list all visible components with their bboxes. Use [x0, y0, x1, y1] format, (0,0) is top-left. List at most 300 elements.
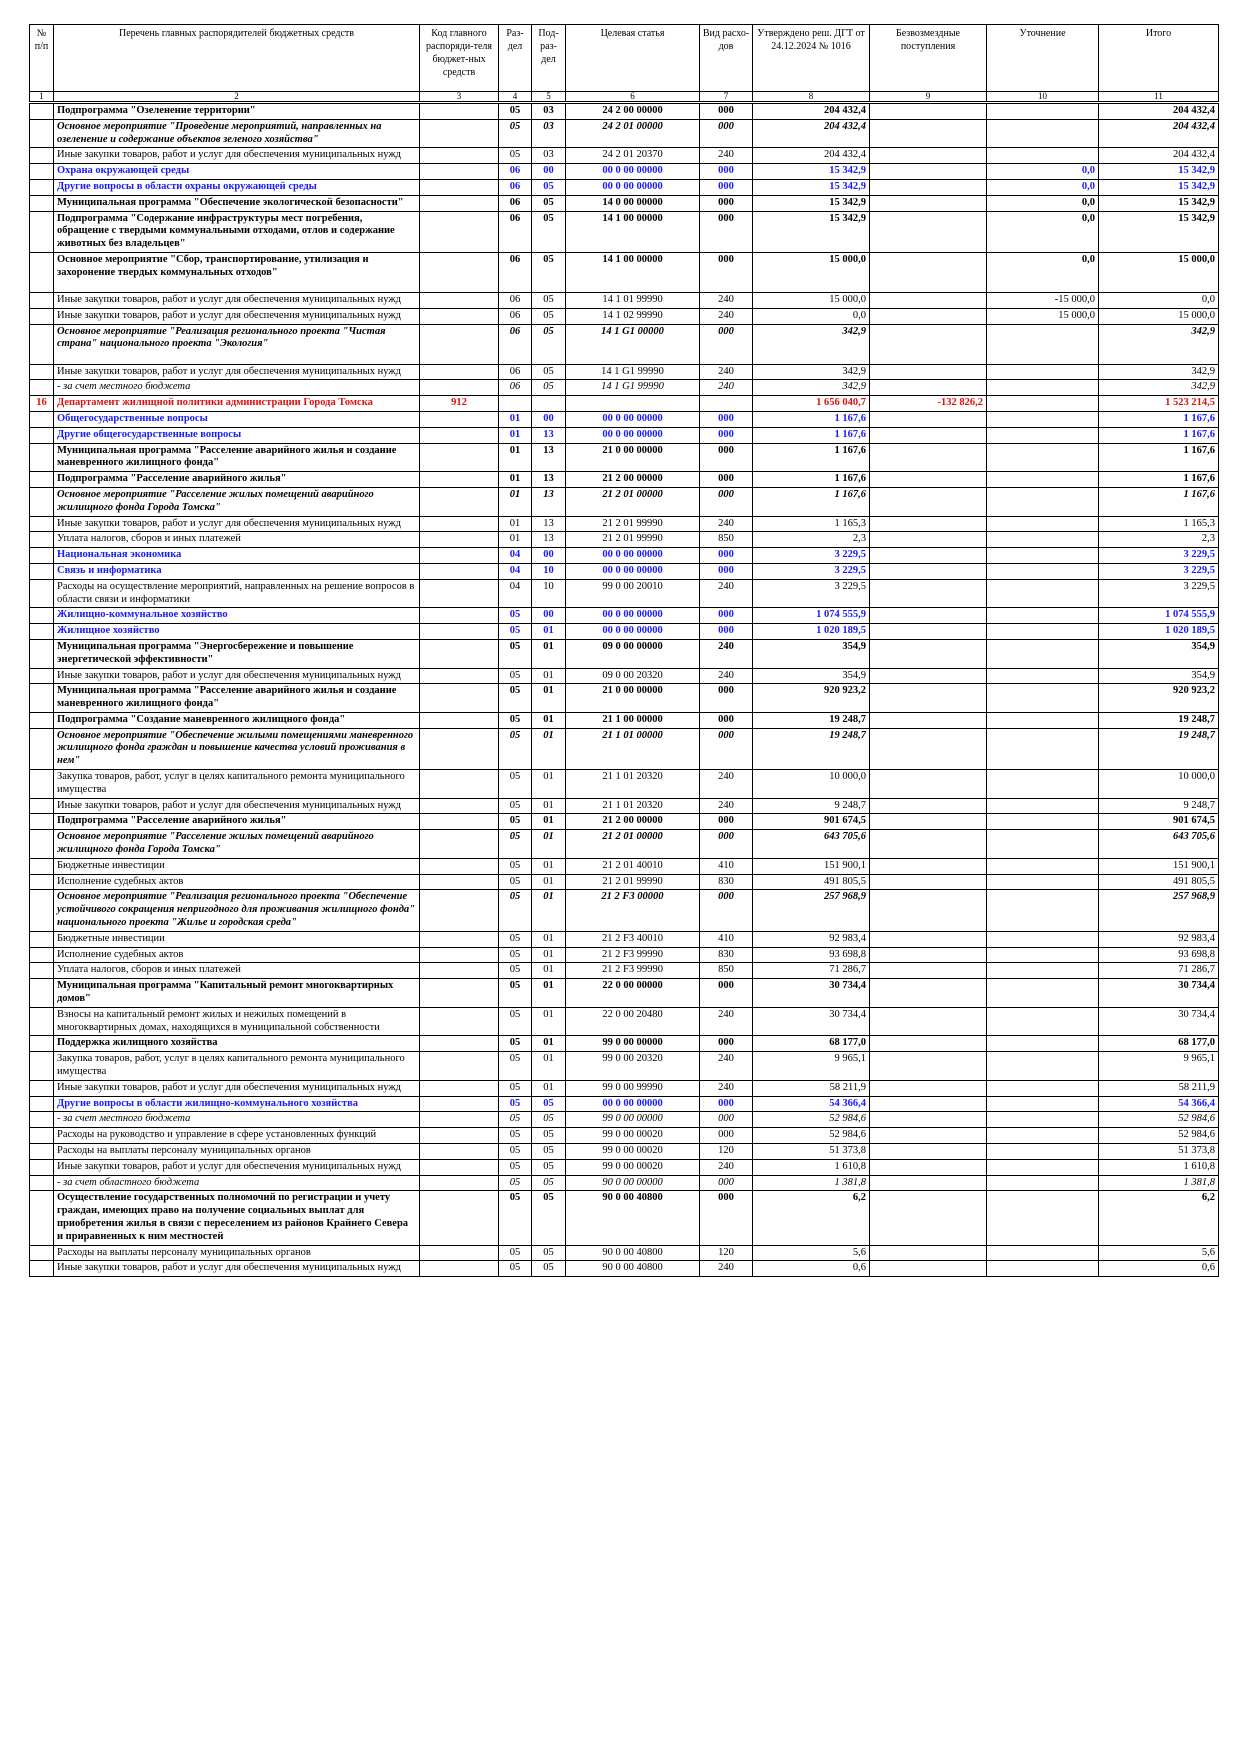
cell-admin-code [420, 1007, 499, 1036]
cell-podrazdel: 01 [532, 858, 566, 874]
cell-free-receipts [870, 1159, 987, 1175]
cell-target-article: 21 0 00 00000 [566, 443, 700, 472]
cell-razdel: 05 [499, 814, 532, 830]
cell-expense-type: 240 [700, 798, 753, 814]
cell-approved: 3 229,5 [753, 563, 870, 579]
cell-name: Муниципальная программа "Расселение аварийного жилья и создание маневренного жилищного фонда" [54, 443, 420, 472]
cell-total: 0,6 [1099, 1261, 1219, 1277]
cell-clarification: -15 000,0 [987, 292, 1099, 308]
table-row [30, 443, 1219, 472]
cell-admin-code [420, 858, 499, 874]
cell-razdel: 05 [499, 728, 532, 769]
col-header-approved: Утверждено реш. ДГТ от 24.12.2024 № 1016 [753, 25, 870, 92]
cell-podrazdel: 13 [532, 532, 566, 548]
cell-podrazdel: 05 [532, 380, 566, 396]
table-row [30, 1080, 1219, 1096]
cell-razdel: 06 [499, 308, 532, 324]
cell-expense-type: 000 [700, 164, 753, 180]
cell-approved: 52 984,6 [753, 1128, 870, 1144]
table-row [30, 579, 1219, 608]
cell-clarification: 0,0 [987, 211, 1099, 252]
cell-admin-code [420, 874, 499, 890]
cell-clarification: 0,0 [987, 179, 1099, 195]
cell-admin-code [420, 890, 499, 931]
cell-approved: 52 984,6 [753, 1112, 870, 1128]
cell-free-receipts [870, 1245, 987, 1261]
cell-total: 3 229,5 [1099, 548, 1219, 564]
cell-expense-type: 240 [700, 1159, 753, 1175]
cell-admin-code [420, 798, 499, 814]
cell-expense-type: 000 [700, 1128, 753, 1144]
cell-clarification [987, 1007, 1099, 1036]
cell-number [30, 472, 54, 488]
cell-number [30, 1159, 54, 1175]
table-row [30, 195, 1219, 211]
table-row [30, 324, 1219, 364]
cell-number [30, 1128, 54, 1144]
cell-free-receipts [870, 814, 987, 830]
cell-approved: 93 698,8 [753, 947, 870, 963]
cell-target-article: 90 0 00 40800 [566, 1191, 700, 1245]
cell-name: Муниципальная программа "Обеспечение экологической безопасности" [54, 195, 420, 211]
cell-clarification [987, 1245, 1099, 1261]
cell-number [30, 1052, 54, 1081]
cell-razdel: 05 [499, 947, 532, 963]
cell-expense-type: 000 [700, 684, 753, 713]
cell-clarification [987, 608, 1099, 624]
col-header-total: Итого [1099, 25, 1219, 92]
cell-approved: 920 923,2 [753, 684, 870, 713]
cell-admin-code [420, 532, 499, 548]
cell-expense-type: 830 [700, 947, 753, 963]
cell-expense-type: 000 [700, 487, 753, 516]
cell-number [30, 963, 54, 979]
cell-number [30, 487, 54, 516]
col-header-code: Код главного распоряди-теля бюджет-ных средств [420, 25, 499, 92]
table-row [30, 814, 1219, 830]
cell-name: Муниципальная программа "Капитальный ремонт многоквартирных домов" [54, 979, 420, 1008]
cell-razdel: 05 [499, 624, 532, 640]
cell-approved: 354,9 [753, 668, 870, 684]
cell-expense-type: 000 [700, 211, 753, 252]
cell-expense-type: 000 [700, 830, 753, 859]
cell-podrazdel: 05 [532, 1175, 566, 1191]
cell-clarification [987, 1080, 1099, 1096]
cell-clarification [987, 1159, 1099, 1175]
cell-clarification [987, 579, 1099, 608]
cell-number [30, 608, 54, 624]
cell-clarification: 0,0 [987, 252, 1099, 292]
cell-clarification [987, 1175, 1099, 1191]
cell-name: Охрана окружающей среды [54, 164, 420, 180]
cell-razdel: 06 [499, 364, 532, 380]
col-header-name: Перечень главных распорядителей бюджетных средств [54, 25, 420, 92]
cell-free-receipts [870, 1128, 987, 1144]
cell-approved: 54 366,4 [753, 1096, 870, 1112]
cell-free-receipts [870, 1052, 987, 1081]
cell-total: 52 984,6 [1099, 1128, 1219, 1144]
cell-razdel: 05 [499, 119, 532, 148]
cell-podrazdel: 01 [532, 798, 566, 814]
cell-approved: 1 167,6 [753, 411, 870, 427]
cell-number [30, 532, 54, 548]
cell-free-receipts [870, 443, 987, 472]
cell-expense-type: 850 [700, 532, 753, 548]
table-row [30, 858, 1219, 874]
cell-free-receipts [870, 563, 987, 579]
cell-expense-type: 000 [700, 427, 753, 443]
cell-total: 3 229,5 [1099, 563, 1219, 579]
cell-name: - за счет местного бюджета [54, 1112, 420, 1128]
cell-podrazdel: 01 [532, 684, 566, 713]
cell-razdel: 01 [499, 472, 532, 488]
cell-name: Иные закупки товаров, работ и услуг для обеспечения муниципальных нужд [54, 148, 420, 164]
cell-admin-code [420, 472, 499, 488]
cell-approved: 68 177,0 [753, 1036, 870, 1052]
cell-number [30, 252, 54, 292]
cell-podrazdel: 01 [532, 963, 566, 979]
cell-total: 15 342,9 [1099, 195, 1219, 211]
cell-total: 58 211,9 [1099, 1080, 1219, 1096]
cell-expense-type: 410 [700, 858, 753, 874]
cell-name: Исполнение судебных актов [54, 874, 420, 890]
cell-target-article: 21 2 01 00000 [566, 830, 700, 859]
cell-podrazdel: 03 [532, 148, 566, 164]
cell-total: 19 248,7 [1099, 728, 1219, 769]
cell-target-article: 14 0 00 00000 [566, 195, 700, 211]
cell-number [30, 324, 54, 364]
cell-approved: 204 432,4 [753, 119, 870, 148]
cell-total: 3 229,5 [1099, 579, 1219, 608]
cell-number [30, 728, 54, 769]
cell-number [30, 1191, 54, 1245]
cell-name: Поддержка жилищного хозяйства [54, 1036, 420, 1052]
cell-clarification [987, 947, 1099, 963]
col-header-nn: № п/п [30, 25, 54, 92]
cell-total: 52 984,6 [1099, 1112, 1219, 1128]
cell-podrazdel: 05 [532, 211, 566, 252]
cell-number [30, 830, 54, 859]
cell-total: 19 248,7 [1099, 712, 1219, 728]
cell-razdel: 05 [499, 712, 532, 728]
cell-number [30, 668, 54, 684]
cell-admin-code [420, 179, 499, 195]
cell-name: - за счет областного бюджета [54, 1175, 420, 1191]
cell-number [30, 798, 54, 814]
cell-expense-type: 000 [700, 179, 753, 195]
cell-clarification: 0,0 [987, 164, 1099, 180]
cell-expense-type: 000 [700, 712, 753, 728]
cell-expense-type: 240 [700, 639, 753, 668]
cell-free-receipts [870, 728, 987, 769]
cell-target-article: 99 0 00 00020 [566, 1144, 700, 1160]
table-row [30, 563, 1219, 579]
cell-name: Уплата налогов, сборов и иных платежей [54, 963, 420, 979]
cell-podrazdel: 01 [532, 1080, 566, 1096]
cell-free-receipts [870, 472, 987, 488]
cell-target-article: 21 2 F3 00000 [566, 890, 700, 931]
cell-podrazdel: 01 [532, 1036, 566, 1052]
cell-name: Закупка товаров, работ, услуг в целях капитального ремонта муниципального имущества [54, 1052, 420, 1081]
cell-total: 1 523 214,5 [1099, 396, 1219, 412]
cell-free-receipts [870, 830, 987, 859]
cell-razdel: 05 [499, 668, 532, 684]
cell-free-receipts [870, 579, 987, 608]
cell-target-article: 09 0 00 00000 [566, 639, 700, 668]
cell-podrazdel: 05 [532, 292, 566, 308]
cell-free-receipts: -132 826,2 [870, 396, 987, 412]
cell-target-article: 21 2 01 99990 [566, 516, 700, 532]
table-row [30, 292, 1219, 308]
cell-admin-code [420, 1112, 499, 1128]
cell-clarification [987, 548, 1099, 564]
cell-total: 204 432,4 [1099, 148, 1219, 164]
cell-free-receipts [870, 1261, 987, 1277]
col-number: 6 [566, 92, 700, 103]
cell-free-receipts [870, 874, 987, 890]
cell-total: 15 342,9 [1099, 179, 1219, 195]
cell-admin-code [420, 979, 499, 1008]
cell-target-article: 21 2 F3 40010 [566, 931, 700, 947]
cell-admin-code [420, 563, 499, 579]
cell-razdel: 05 [499, 798, 532, 814]
table-row [30, 1112, 1219, 1128]
cell-target-article: 21 1 00 00000 [566, 712, 700, 728]
cell-razdel: 05 [499, 103, 532, 120]
cell-number [30, 624, 54, 640]
budget-table [29, 24, 1219, 1277]
cell-name: Осуществление государственных полномочий по регистрации и учету граждан, имеющих право на получение социальных выплат для приобретения жилья в связи с переселением из районов Крайнего Севера и приравненных к ним местностей [54, 1191, 420, 1245]
cell-number [30, 1080, 54, 1096]
cell-free-receipts [870, 1144, 987, 1160]
col-number: 1 [30, 92, 54, 103]
cell-number [30, 1245, 54, 1261]
cell-approved: 1 610,8 [753, 1159, 870, 1175]
cell-clarification [987, 427, 1099, 443]
cell-approved: 15 342,9 [753, 195, 870, 211]
cell-admin-code [420, 1144, 499, 1160]
cell-name: Основное мероприятие "Расселение жилых помещений аварийного жилищного фонда Города Томска" [54, 487, 420, 516]
cell-free-receipts [870, 1007, 987, 1036]
cell-razdel: 06 [499, 195, 532, 211]
cell-name: Другие вопросы в области жилищно-коммунального хозяйства [54, 1096, 420, 1112]
cell-razdel: 01 [499, 516, 532, 532]
cell-clarification [987, 396, 1099, 412]
cell-name: Связь и информатика [54, 563, 420, 579]
cell-approved: 257 968,9 [753, 890, 870, 931]
cell-admin-code [420, 211, 499, 252]
cell-admin-code [420, 1052, 499, 1081]
table-row [30, 798, 1219, 814]
cell-clarification [987, 1112, 1099, 1128]
table-row [30, 516, 1219, 532]
cell-total: 1 610,8 [1099, 1159, 1219, 1175]
col-header-free-receipts: Безвозмездные поступления [870, 25, 987, 92]
cell-total: 5,6 [1099, 1245, 1219, 1261]
table-row [30, 364, 1219, 380]
col-number: 5 [532, 92, 566, 103]
cell-name: Подпрограмма "Озеленение территории" [54, 103, 420, 120]
cell-approved: 901 674,5 [753, 814, 870, 830]
cell-free-receipts [870, 624, 987, 640]
cell-podrazdel: 01 [532, 1052, 566, 1081]
cell-name: Иные закупки товаров, работ и услуг для обеспечения муниципальных нужд [54, 668, 420, 684]
col-header-podrazdel: Под-раз-дел [532, 25, 566, 92]
cell-clarification [987, 1144, 1099, 1160]
cell-expense-type: 120 [700, 1144, 753, 1160]
cell-free-receipts [870, 427, 987, 443]
cell-number: 16 [30, 396, 54, 412]
table-row [30, 624, 1219, 640]
cell-target-article: 21 2 01 99990 [566, 532, 700, 548]
cell-name: Общегосударственные вопросы [54, 411, 420, 427]
cell-approved: 19 248,7 [753, 712, 870, 728]
cell-approved: 15 000,0 [753, 292, 870, 308]
cell-admin-code [420, 443, 499, 472]
cell-clarification [987, 830, 1099, 859]
table-row [30, 308, 1219, 324]
cell-admin-code [420, 364, 499, 380]
cell-free-receipts [870, 292, 987, 308]
cell-clarification: 15 000,0 [987, 308, 1099, 324]
table-row [30, 830, 1219, 859]
cell-total: 342,9 [1099, 324, 1219, 364]
cell-podrazdel: 01 [532, 947, 566, 963]
cell-approved: 15 342,9 [753, 179, 870, 195]
cell-clarification [987, 639, 1099, 668]
cell-expense-type: 240 [700, 380, 753, 396]
cell-approved: 3 229,5 [753, 548, 870, 564]
cell-number [30, 1261, 54, 1277]
cell-free-receipts [870, 890, 987, 931]
cell-target-article: 90 0 00 40800 [566, 1245, 700, 1261]
cell-number [30, 119, 54, 148]
cell-admin-code [420, 548, 499, 564]
table-row [30, 639, 1219, 668]
cell-free-receipts [870, 947, 987, 963]
cell-razdel: 05 [499, 963, 532, 979]
cell-clarification [987, 148, 1099, 164]
cell-podrazdel: 00 [532, 411, 566, 427]
cell-razdel: 05 [499, 684, 532, 713]
cell-number [30, 443, 54, 472]
cell-approved: 71 286,7 [753, 963, 870, 979]
cell-number [30, 164, 54, 180]
cell-admin-code [420, 770, 499, 799]
cell-name: Расходы на осуществление мероприятий, направленных на решение вопросов в области связи и информатики [54, 579, 420, 608]
cell-total: 1 167,6 [1099, 443, 1219, 472]
cell-free-receipts [870, 364, 987, 380]
cell-admin-code [420, 684, 499, 713]
cell-name: Муниципальная программа "Энергосбережение и повышение энергетической эффективности" [54, 639, 420, 668]
cell-podrazdel: 10 [532, 579, 566, 608]
cell-razdel: 01 [499, 411, 532, 427]
table-row [30, 1052, 1219, 1081]
cell-number [30, 548, 54, 564]
cell-target-article: 00 0 00 00000 [566, 548, 700, 564]
col-number: 9 [870, 92, 987, 103]
cell-free-receipts [870, 684, 987, 713]
cell-razdel: 05 [499, 1261, 532, 1277]
cell-podrazdel: 05 [532, 1128, 566, 1144]
cell-podrazdel: 01 [532, 814, 566, 830]
cell-admin-code [420, 814, 499, 830]
cell-total: 204 432,4 [1099, 119, 1219, 148]
cell-number [30, 292, 54, 308]
cell-clarification [987, 472, 1099, 488]
cell-approved: 0,0 [753, 308, 870, 324]
cell-razdel: 05 [499, 1175, 532, 1191]
cell-expense-type: 000 [700, 563, 753, 579]
cell-expense-type [700, 396, 753, 412]
cell-name: Иные закупки товаров, работ и услуг для обеспечения муниципальных нужд [54, 1080, 420, 1096]
cell-clarification [987, 979, 1099, 1008]
cell-free-receipts [870, 211, 987, 252]
cell-free-receipts [870, 608, 987, 624]
col-number: 10 [987, 92, 1099, 103]
cell-razdel: 06 [499, 252, 532, 292]
cell-target-article: 22 0 00 00000 [566, 979, 700, 1008]
cell-approved: 0,6 [753, 1261, 870, 1277]
cell-razdel: 05 [499, 1112, 532, 1128]
cell-podrazdel: 05 [532, 324, 566, 364]
cell-name: Основное мероприятие "Расселение жилых помещений аварийного жилищного фонда Города Томска" [54, 830, 420, 859]
cell-approved: 151 900,1 [753, 858, 870, 874]
cell-name: Подпрограмма "Создание маневренного жилищного фонда" [54, 712, 420, 728]
cell-approved: 58 211,9 [753, 1080, 870, 1096]
cell-podrazdel: 03 [532, 119, 566, 148]
cell-admin-code [420, 1191, 499, 1245]
cell-razdel: 01 [499, 443, 532, 472]
cell-podrazdel: 05 [532, 364, 566, 380]
table-row [30, 963, 1219, 979]
cell-razdel: 06 [499, 324, 532, 364]
cell-approved: 51 373,8 [753, 1144, 870, 1160]
table-header [30, 25, 1219, 103]
cell-target-article: 00 0 00 00000 [566, 179, 700, 195]
col-header-razdel: Раз-дел [499, 25, 532, 92]
cell-admin-code [420, 712, 499, 728]
table-row [30, 874, 1219, 890]
col-header-target-article: Целевая статья [566, 25, 700, 92]
cell-total: 51 373,8 [1099, 1144, 1219, 1160]
cell-number [30, 308, 54, 324]
cell-razdel: 05 [499, 1144, 532, 1160]
cell-number [30, 579, 54, 608]
cell-expense-type: 000 [700, 728, 753, 769]
cell-expense-type: 240 [700, 668, 753, 684]
table-row [30, 931, 1219, 947]
cell-total: 1 165,3 [1099, 516, 1219, 532]
cell-podrazdel: 13 [532, 516, 566, 532]
cell-admin-code [420, 1036, 499, 1052]
cell-target-article: 24 2 01 20370 [566, 148, 700, 164]
cell-podrazdel: 01 [532, 890, 566, 931]
cell-razdel: 06 [499, 292, 532, 308]
cell-free-receipts [870, 119, 987, 148]
cell-approved: 30 734,4 [753, 979, 870, 1008]
cell-razdel: 05 [499, 874, 532, 890]
cell-number [30, 979, 54, 1008]
cell-razdel: 05 [499, 1036, 532, 1052]
cell-free-receipts [870, 1191, 987, 1245]
cell-target-article: 99 0 00 20320 [566, 1052, 700, 1081]
col-number: 2 [54, 92, 420, 103]
cell-approved: 1 074 555,9 [753, 608, 870, 624]
cell-free-receipts [870, 487, 987, 516]
cell-clarification [987, 364, 1099, 380]
cell-approved: 1 020 189,5 [753, 624, 870, 640]
